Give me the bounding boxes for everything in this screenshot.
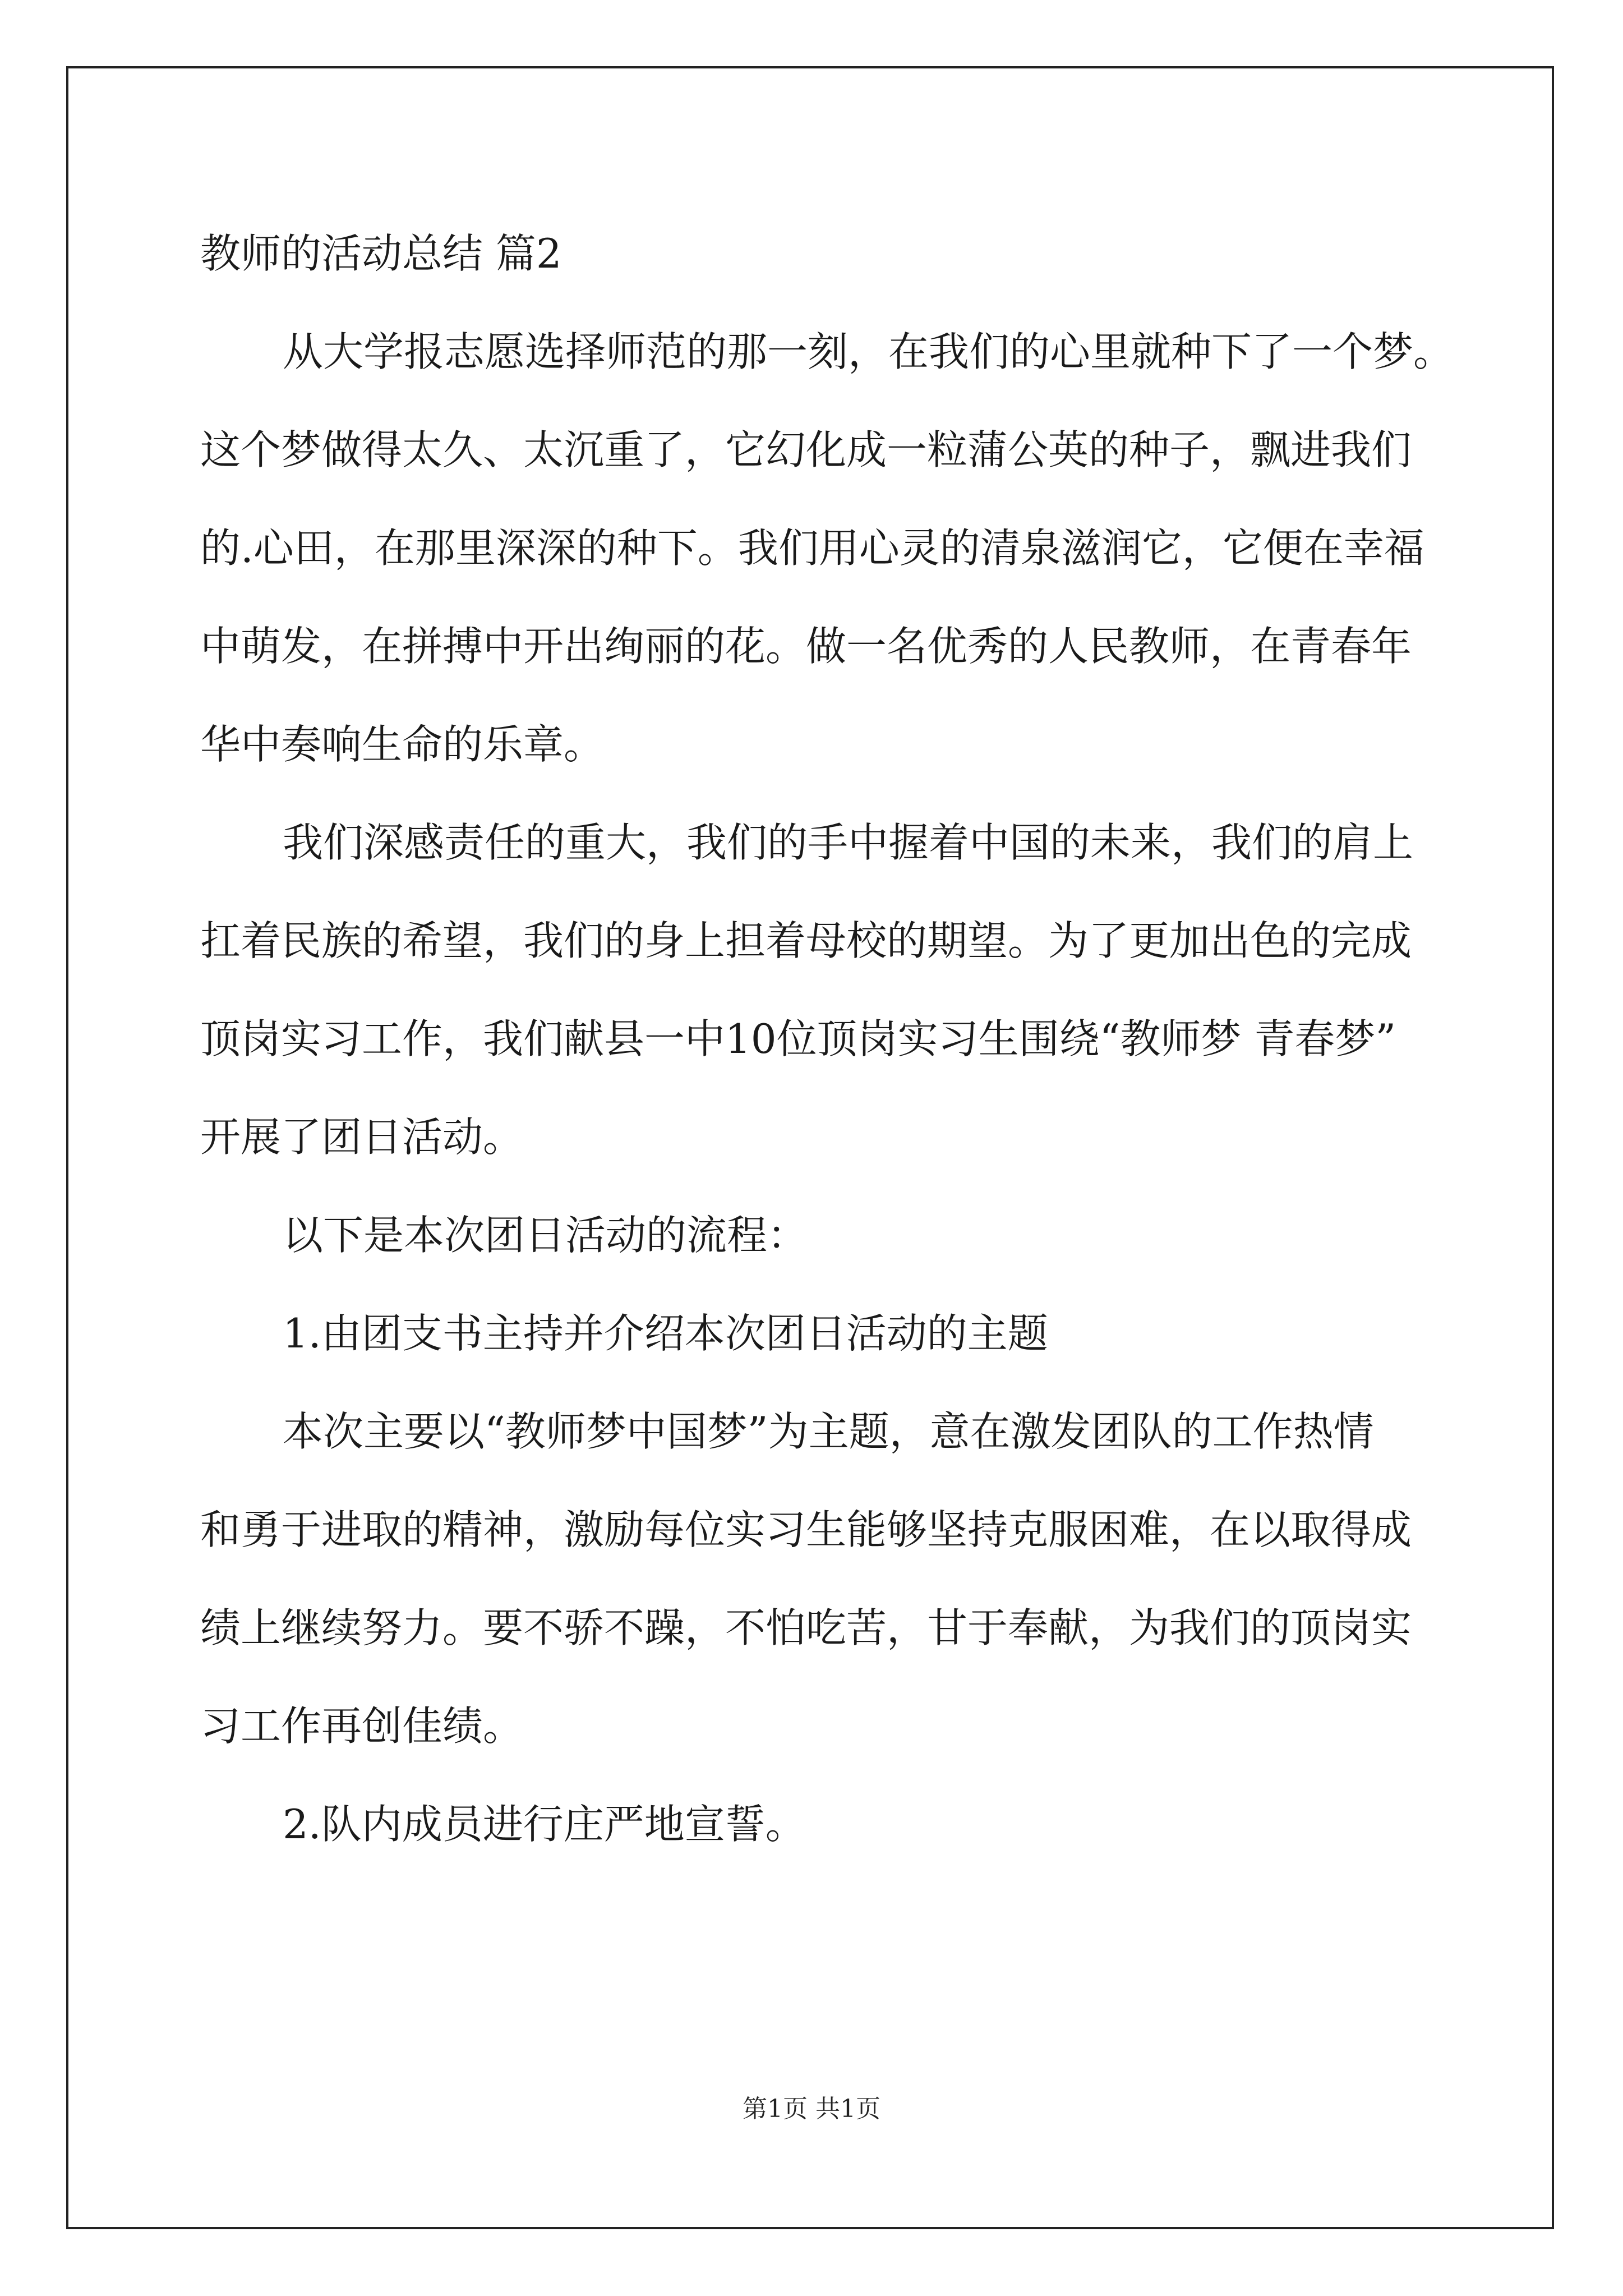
- page-number: 第1页 共1页: [743, 2095, 880, 2123]
- paragraph-line: 这个梦做得太久、太沉重了，它幻化成一粒蒲公英的种子，飘进我们: [200, 426, 1412, 473]
- list-item: 1.由团支书主持并介绍本次团日活动的主题: [283, 1310, 1048, 1357]
- paragraph-line: 的.心田，在那里深深的种下。我们用心灵的清泉滋润它，它便在幸福: [200, 524, 1424, 572]
- paragraph-line: 我们深感责任的重大，我们的手中握着中国的未来，我们的肩上: [283, 819, 1414, 866]
- paragraph-line: 华中奏响生命的乐章。: [200, 721, 605, 768]
- paragraph-line: 本次主要以“教师梦中国梦”为主题，意在激发团队的工作热情: [283, 1408, 1374, 1455]
- paragraph-line: 绩上继续努力。要不骄不躁，不怕吃苦，甘于奉献，为我们的顶岗实: [200, 1604, 1412, 1651]
- list-item: 2.队内成员进行庄严地宣誓。: [283, 1801, 806, 1848]
- document-heading: 教师的活动总结 篇2: [200, 230, 562, 277]
- paragraph-line: 以下是本次团日活动的流程：: [283, 1212, 808, 1259]
- paragraph-line: 习工作再创佳绩。: [200, 1703, 524, 1750]
- paragraph-line: 开展了团日活动。: [200, 1114, 524, 1161]
- paragraph-line: 扛着民族的希望，我们的身上担着母校的期望。为了更加出色的完成: [200, 917, 1412, 964]
- paragraph-line: 和勇于进取的精神，激励每位实习生能够坚持克服困难，在以取得成: [200, 1506, 1412, 1553]
- paragraph-line: 顶岗实习工作，我们献县一中10位顶岗实习生围绕“教师梦 青春梦”: [200, 1015, 1396, 1062]
- paragraph-line: 从大学报志愿选择师范的那一刻，在我们的心里就种下了一个梦。: [283, 328, 1454, 375]
- paragraph-line: 中萌发，在拼搏中开出绚丽的花。做一名优秀的人民教师，在青春年: [200, 623, 1412, 670]
